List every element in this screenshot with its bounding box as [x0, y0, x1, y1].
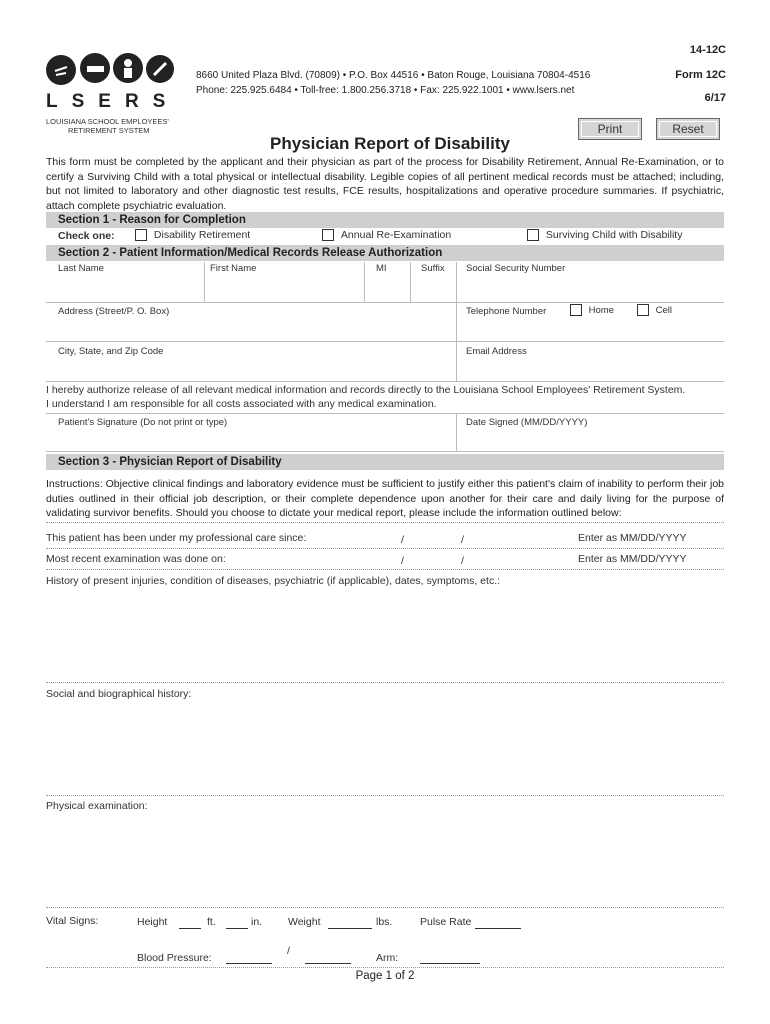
date-slash: /: [401, 534, 404, 546]
section2-header: Section 2 - Patient Information/Medical Records Release Authorization: [46, 245, 724, 261]
row-divider: [46, 907, 724, 908]
intro-text: This form must be completed by the applicant and their physician as part of the process for Disability Retirement, Annual Re-Examination, or to certify a Surviving Child with a total physical or intellectual disability. Legible copies of all pertinent medical records must be attached; including, but not limited to laboratory and other diagnostic test results, FCE results, hospitalizations and operative procedure summaries. If psychiatric, attach complete psychiatric evaluation.: [46, 156, 724, 212]
divider: [456, 413, 457, 451]
divider: [364, 262, 365, 302]
signature-label: Patient's Signature (Do not print or type): [58, 417, 228, 428]
option-label: Surviving Child with Disability: [545, 229, 683, 241]
history-label[interactable]: History of present injuries, condition of diseases, psychiatric (if applicable), dates, symptoms, etc.:: [46, 575, 501, 587]
recent-exam-hint: Enter as MM/DD/YYYY: [578, 553, 687, 565]
row-divider: [46, 302, 724, 303]
divider: [410, 262, 411, 302]
height-label: Height: [137, 916, 168, 928]
bus-icon: [80, 53, 110, 83]
home-label: Home: [588, 304, 614, 316]
height-ft-field[interactable]: [179, 928, 201, 929]
option-label: Disability Retirement: [153, 229, 251, 241]
checkbox-home[interactable]: [570, 304, 582, 316]
section1-header: Section 1 - Reason for Completion: [46, 212, 724, 228]
row-divider: [46, 522, 724, 523]
in-unit: in.: [251, 916, 263, 928]
row-divider: [46, 341, 724, 342]
pulse-label: Pulse Rate: [420, 916, 472, 928]
email-label: Email Address: [466, 346, 527, 357]
city-label: City, State, and Zip Code: [58, 346, 164, 357]
logo-org-name: [46, 117, 169, 135]
suffix-label: Suffix: [421, 263, 445, 274]
care-since-label: This patient has been under my professional care since:: [46, 532, 307, 544]
last-name-label: Last Name: [58, 263, 104, 274]
person-icon: [113, 53, 143, 83]
option-disability-retirement[interactable]: [135, 229, 250, 241]
mi-label: MI: [376, 263, 387, 274]
row-divider: [46, 967, 724, 968]
check-one-label: Check one:: [58, 230, 115, 242]
bp-slash: /: [287, 945, 290, 957]
date-slash: /: [461, 555, 464, 567]
reset-button[interactable]: Reset: [656, 118, 720, 140]
recent-exam-label: Most recent examination was done on:: [46, 553, 226, 565]
telephone-label: Telephone Number: [466, 306, 547, 317]
first-name-label: First Name: [210, 263, 257, 274]
lbs-unit: lbs.: [376, 916, 393, 928]
ft-unit: ft.: [207, 916, 216, 928]
checkbox-annual-reexam[interactable]: [322, 229, 334, 241]
bp-systolic-field[interactable]: [226, 963, 272, 964]
date-signed-label: Date Signed (MM/DD/YYYY): [466, 417, 588, 428]
option-label: Annual Re-Examination: [340, 229, 452, 241]
page-number: Page 1 of 2: [355, 970, 415, 982]
page-title: Physician Report of Disability: [270, 134, 510, 153]
row-divider: [46, 795, 724, 796]
option-surviving-child[interactable]: [527, 229, 682, 241]
date-slash: /: [401, 555, 404, 567]
address-label: Address (Street/P. O. Box): [58, 306, 170, 317]
apple-icon: [46, 55, 76, 85]
logo-letters: LSERS: [46, 91, 180, 112]
row-divider: [46, 569, 724, 570]
address-line: 8660 United Plaza Blvd. (70809) • P.O. Box 44516 • Baton Rouge, Louisiana 70804-4516: [196, 70, 591, 81]
weight-field[interactable]: [328, 928, 372, 929]
authorize-line2: I understand I am responsible for all costs associated with any medical examination.: [46, 398, 437, 410]
vital-signs-label: Vital Signs:: [46, 915, 99, 927]
form-date: 6/17: [704, 92, 726, 104]
org-name-line2: RETIREMENT SYSTEM: [68, 126, 150, 135]
form-code: 14-12C: [689, 44, 726, 56]
bp-diastolic-field[interactable]: [305, 963, 351, 964]
arm-field[interactable]: [420, 963, 480, 964]
weight-label: Weight: [288, 916, 321, 928]
section3-header: Section 3 - Physician Report of Disability: [46, 454, 724, 470]
ssn-label: Social Security Number: [466, 263, 566, 274]
row-divider: [46, 682, 724, 683]
cell-option[interactable]: [637, 304, 672, 316]
instructions-text: Instructions: Objective clinical findings and laboratory evidence must be sufficient to justify either this patient's claim of inability to perform their job duties outlined in their official job description, or their complete dependence upon another for their care and daily living for the purpose of validating survivor benefits. Should you choose to dictate your medical report, please include the information outlined below:: [46, 478, 724, 519]
print-button[interactable]: Print: [578, 118, 642, 140]
cell-label: Cell: [655, 304, 673, 316]
divider: [456, 262, 457, 382]
date-slash: /: [461, 534, 464, 546]
row-divider: [46, 413, 724, 414]
row-divider: [46, 451, 724, 452]
height-in-field[interactable]: [226, 928, 248, 929]
checkbox-cell[interactable]: [637, 304, 649, 316]
physical-exam-label[interactable]: Physical examination:: [46, 800, 148, 812]
contact-line: Phone: 225.925.6484 • Toll-free: 1.800.256.3718 • Fax: 225.922.1001 • www.lsers.net: [196, 85, 575, 96]
authorize-line1: I hereby authorize release of all relevant medical information and records directly to the Louisiana School Employees' Retirement System.: [46, 384, 686, 396]
form-name: Form 12C: [675, 69, 726, 81]
bp-label: Blood Pressure:: [137, 952, 212, 964]
row-divider: [46, 548, 724, 549]
option-annual-reexam[interactable]: [322, 229, 451, 241]
social-history-label[interactable]: Social and biographical history:: [46, 688, 192, 700]
wrench-icon: [146, 55, 174, 83]
row-divider: [46, 381, 724, 382]
home-option[interactable]: [570, 304, 614, 316]
checkbox-surviving-child[interactable]: [527, 229, 539, 241]
arm-label: Arm:: [376, 952, 399, 964]
divider: [204, 262, 205, 302]
pulse-field[interactable]: [475, 928, 521, 929]
checkbox-disability-retirement[interactable]: [135, 229, 147, 241]
care-since-hint: Enter as MM/DD/YYYY: [578, 532, 687, 544]
org-name-line1: LOUISIANA SCHOOL EMPLOYEES': [46, 117, 169, 126]
